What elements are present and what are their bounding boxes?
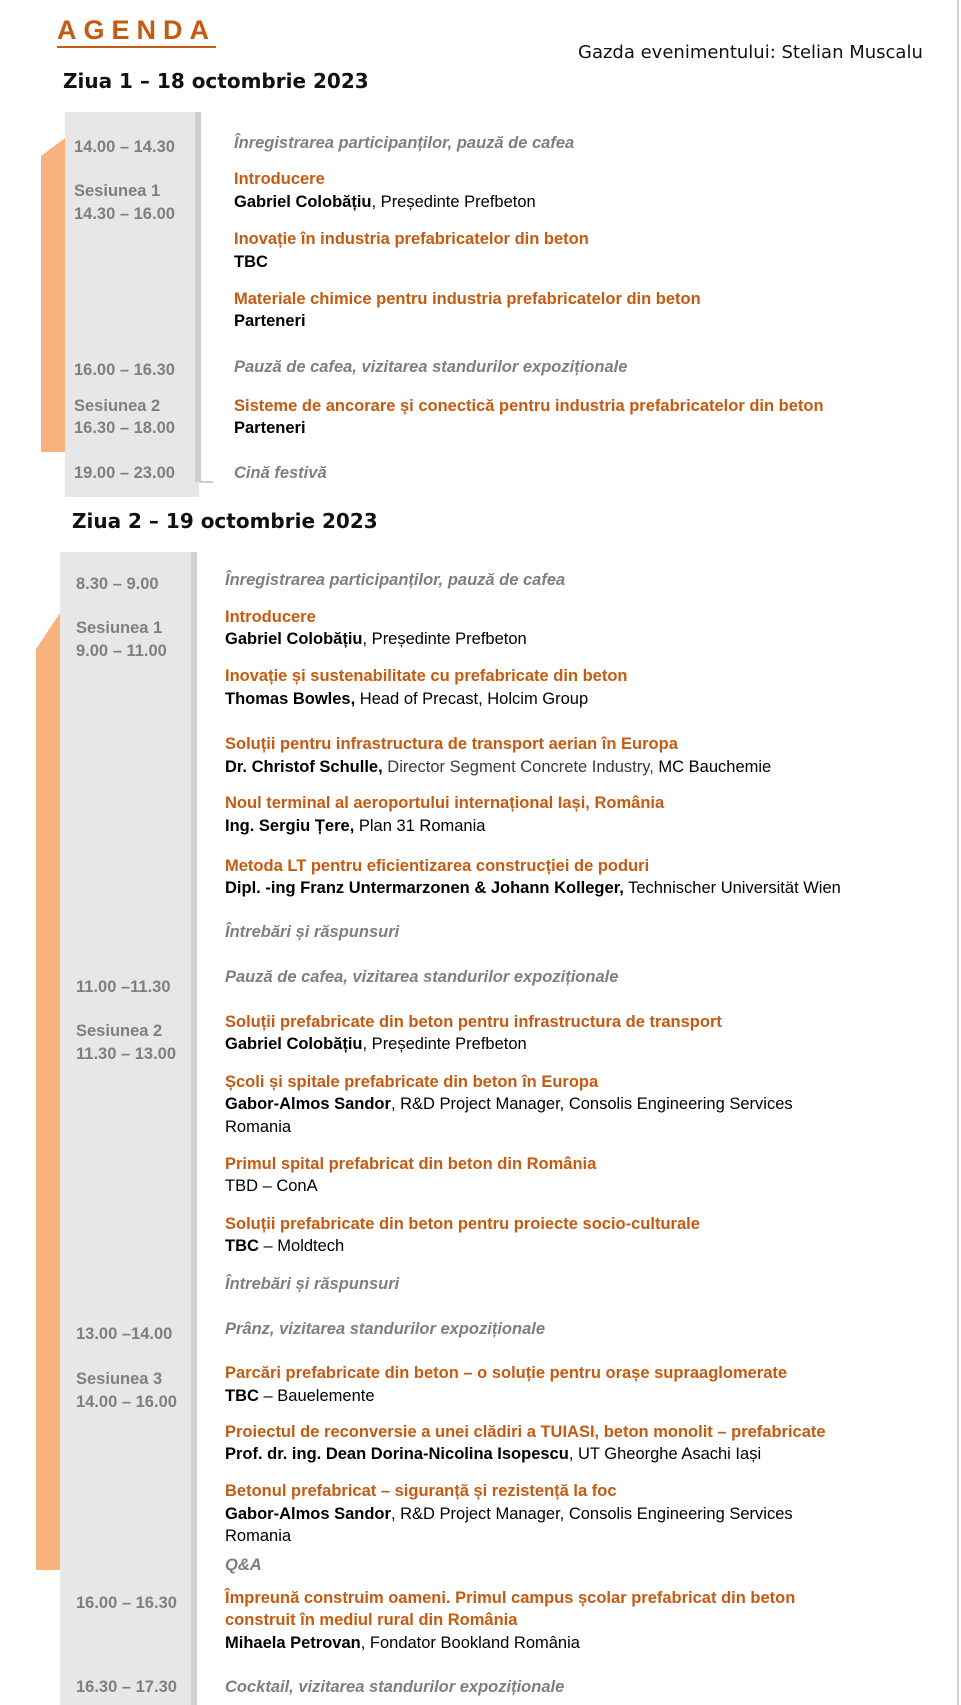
day2-fire-safety-speaker-line2: Romania bbox=[225, 1527, 292, 1545]
day2-session3-time: 14.00 – 16.00 bbox=[76, 1393, 177, 1411]
day1-coffee-break: Pauză de cafea, vizitarea standurilor expoziționale bbox=[234, 358, 628, 376]
day2-air-transport-title: Soluții pentru infrastructura de transport aerian în Europa bbox=[225, 735, 678, 753]
speaker-role: , Președinte Prefbeton bbox=[362, 630, 527, 648]
day2-time-column bbox=[60, 552, 194, 1705]
day2-lunch: Prânz, vizitarea standurilor expoziționale bbox=[225, 1320, 546, 1338]
speaker-name: Dipl. -ing Franz Untermarzonen & Johann Kolleger, bbox=[225, 879, 624, 897]
day1-chemicals-speaker: Parteneri bbox=[234, 312, 306, 330]
speaker-role: Technischer Universität Wien bbox=[623, 879, 841, 897]
day2-registration: Înregistrarea participanților, pauză de cafea bbox=[225, 571, 566, 589]
speaker-role: Plan 31 Romania bbox=[354, 817, 486, 835]
day2-hospital-speaker: TBD – ConA bbox=[225, 1177, 318, 1195]
day2-schools-speaker-line2: Romania bbox=[225, 1118, 292, 1136]
day2-session3-label: Sesiunea 3 bbox=[76, 1370, 163, 1388]
day2-qa-session3: Q&A bbox=[225, 1556, 262, 1574]
day2-session1-label: Sesiunea 1 bbox=[76, 619, 163, 637]
speaker-name: Ing. Sergiu Țere, bbox=[225, 817, 355, 835]
day1-time-break: 16.00 – 16.30 bbox=[74, 361, 175, 379]
day1-time-registration: 14.00 – 14.30 bbox=[74, 138, 175, 156]
day2-time-campus: 16.00 – 16.30 bbox=[76, 1594, 177, 1612]
speaker-org: MC Bauchemie bbox=[653, 758, 772, 776]
event-host: Gazda evenimentului: Stelian Muscalu bbox=[578, 42, 923, 63]
day2-time-cocktail: 16.30 – 17.30 bbox=[76, 1678, 177, 1696]
day2-schools-title: Școli și spitale prefabricate din beton în Europa bbox=[225, 1073, 599, 1091]
day2-socio-cultural-speaker bbox=[225, 1235, 344, 1257]
speaker-name: Gabor-Almos Sandor bbox=[225, 1505, 391, 1523]
day2-intro-title: Introducere bbox=[225, 608, 316, 626]
day1-session1-label: Sesiunea 1 bbox=[74, 182, 161, 200]
day2-campus-speaker bbox=[225, 1632, 580, 1654]
page-edge bbox=[957, 0, 959, 1705]
day2-coffee-break: Pauză de cafea, vizitarea standurilor expoziționale bbox=[225, 968, 619, 986]
speaker-role: , R&D Project Manager, Consolis Engineering Services bbox=[390, 1095, 793, 1113]
day2-transport-infra-speaker bbox=[225, 1033, 527, 1055]
speaker-role: , R&D Project Manager, Consolis Engineering Services bbox=[390, 1505, 793, 1523]
day2-session1-time: 9.00 – 11.00 bbox=[76, 642, 167, 660]
day1-time-column bbox=[65, 112, 199, 497]
day2-accent-bar bbox=[36, 613, 60, 1570]
day1-intro-speaker bbox=[234, 191, 536, 213]
day2-parking-title: Parcări prefabricate din beton – o soluție pentru orașe supraaglomerate bbox=[225, 1364, 788, 1382]
day1-innovation-speaker: TBC bbox=[234, 253, 268, 271]
speaker-role: – Moldtech bbox=[258, 1237, 345, 1255]
speaker-name: TBC bbox=[225, 1237, 259, 1255]
day2-session2-label: Sesiunea 2 bbox=[76, 1022, 163, 1040]
day2-time-lunch: 13.00 –14.00 bbox=[76, 1325, 173, 1343]
day1-session2-time: 16.30 – 18.00 bbox=[74, 419, 175, 437]
day1-registration: Înregistrarea participanților, pauză de cafea bbox=[234, 134, 575, 152]
day2-intro-speaker bbox=[225, 628, 527, 650]
day2-socio-cultural-title: Soluții prefabricate din beton pentru proiecte socio-culturale bbox=[225, 1215, 700, 1233]
day2-qa-session1: Întrebări și răspunsuri bbox=[225, 923, 400, 941]
day1-anchoring-speaker: Parteneri bbox=[234, 419, 306, 437]
speaker-name: Gabor-Almos Sandor bbox=[225, 1095, 391, 1113]
day1-accent-bar bbox=[41, 138, 65, 452]
day2-time-break: 11.00 –11.30 bbox=[76, 978, 171, 996]
day2-cocktail: Cocktail, vizitarea standurilor expoziționale bbox=[225, 1678, 565, 1696]
speaker-role: , UT Gheorghe Asachi Iași bbox=[568, 1445, 762, 1463]
day2-campus-title-line2: construit în mediul rural din România bbox=[225, 1611, 518, 1629]
day2-fire-safety-title: Betonul prefabricat – siguranță și rezistență la foc bbox=[225, 1482, 617, 1500]
day2-schools-speaker bbox=[225, 1093, 793, 1115]
speaker-role: Director Segment Concrete Industry, bbox=[382, 758, 654, 776]
day2-tuiasi-title: Proiectul de reconversie a unei clădiri a TUIASI, beton monolit – prefabricate bbox=[225, 1423, 826, 1441]
speaker-role: , Președinte Prefbeton bbox=[371, 193, 536, 211]
day1-intro-title: Introducere bbox=[234, 170, 325, 188]
day2-session2-time: 11.30 – 13.00 bbox=[76, 1045, 177, 1063]
speaker-name: Gabriel Colobățiu bbox=[225, 630, 363, 648]
day1-festive-dinner: Cină festivă bbox=[234, 464, 327, 482]
speaker-role: – Bauelemente bbox=[258, 1387, 375, 1405]
day1-anchoring-title: Sisteme de ancorare și conectică pentru industria prefabricatelor din beton bbox=[234, 397, 824, 415]
day2-iasi-airport-title: Noul terminal al aeroportului internațional Iași, România bbox=[225, 794, 665, 812]
day1-chemicals-title: Materiale chimice pentru industria prefabricatelor din beton bbox=[234, 290, 701, 308]
speaker-role: Head of Precast, Holcim Group bbox=[355, 690, 589, 708]
day2-fire-safety-speaker bbox=[225, 1503, 793, 1525]
agenda-title: AGENDA bbox=[57, 14, 216, 48]
day2-tuiasi-speaker bbox=[225, 1443, 761, 1465]
day1-column-tail bbox=[199, 481, 213, 483]
day1-column-shadow bbox=[195, 112, 201, 482]
day1-time-dinner: 19.00 – 23.00 bbox=[74, 464, 175, 482]
speaker-name: Gabriel Colobățiu bbox=[225, 1035, 363, 1053]
day2-column-shadow bbox=[191, 552, 197, 1705]
day1-heading: Ziua 1 – 18 octombrie 2023 bbox=[63, 69, 369, 93]
day2-iasi-airport-speaker bbox=[225, 815, 485, 837]
day2-hospital-title: Primul spital prefabricat din beton din România bbox=[225, 1155, 597, 1173]
day2-sustainability-title: Inovație și sustenabilitate cu prefabricate din beton bbox=[225, 667, 628, 685]
speaker-name: Prof. dr. ing. Dean Dorina-Nicolina Isopescu bbox=[225, 1445, 569, 1463]
speaker-name: Mihaela Petrovan bbox=[225, 1634, 361, 1652]
day2-air-transport-speaker bbox=[225, 756, 771, 778]
day2-sustainability-speaker bbox=[225, 688, 588, 710]
day2-time-registration: 8.30 – 9.00 bbox=[76, 575, 159, 593]
speaker-name: TBC bbox=[225, 1387, 259, 1405]
day2-transport-infra-title: Soluții prefabricate din beton pentru infrastructura de transport bbox=[225, 1013, 722, 1031]
day2-lt-method-title: Metoda LT pentru eficientizarea construcției de poduri bbox=[225, 857, 650, 875]
speaker-name: Gabriel Colobățiu bbox=[234, 193, 372, 211]
day2-campus-title: Împreună construim oameni. Primul campus școlar prefabricat din beton bbox=[225, 1589, 796, 1607]
day2-qa-session2: Întrebări și răspunsuri bbox=[225, 1275, 400, 1293]
speaker-name: Dr. Christof Schulle, bbox=[225, 758, 383, 776]
day1-session2-label: Sesiunea 2 bbox=[74, 397, 161, 415]
day2-parking-speaker bbox=[225, 1385, 375, 1407]
day1-innovation-title: Inovație în industria prefabricatelor din beton bbox=[234, 230, 589, 248]
day2-lt-method-speaker bbox=[225, 877, 841, 899]
speaker-role: , Președinte Prefbeton bbox=[362, 1035, 527, 1053]
speaker-name: Thomas Bowles, bbox=[225, 690, 356, 708]
day2-heading: Ziua 2 – 19 octombrie 2023 bbox=[72, 509, 378, 533]
speaker-role: , Fondator Bookland România bbox=[360, 1634, 580, 1652]
day1-session1-time: 14.30 – 16.00 bbox=[74, 205, 175, 223]
